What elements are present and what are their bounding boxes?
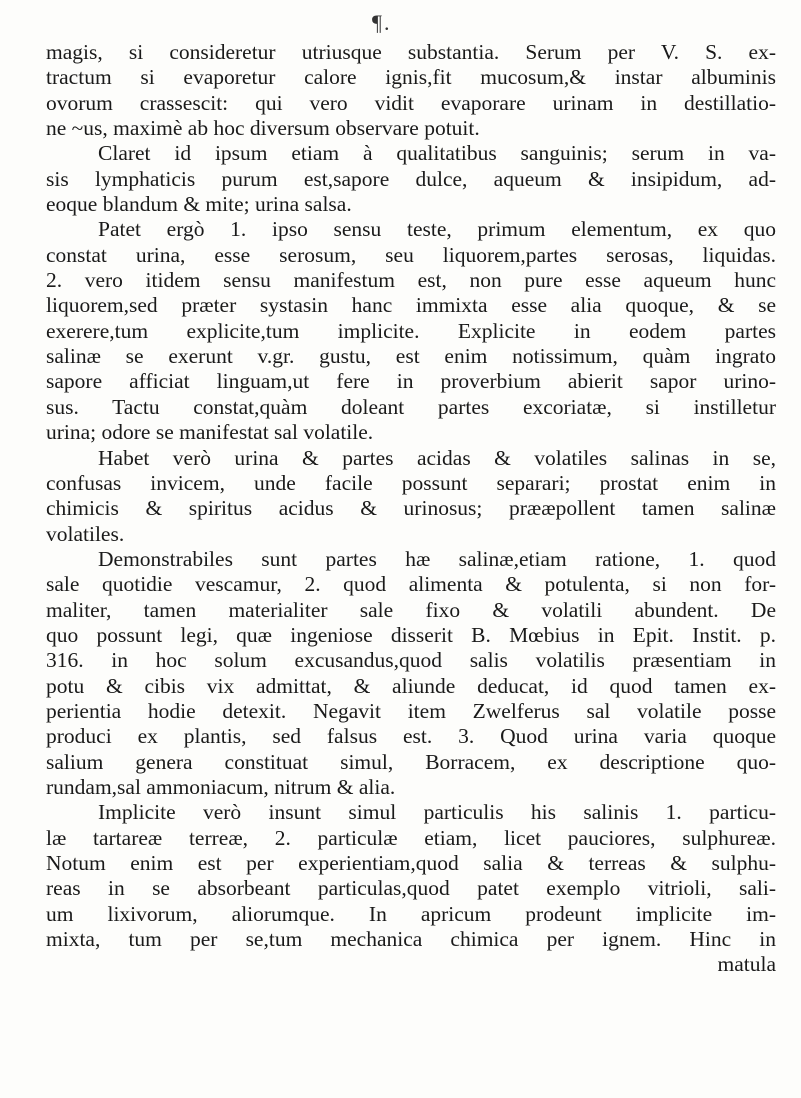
text-line: sapore afficiat linguam,ut fere in proverbium abierit sapor urino-	[46, 369, 776, 394]
text-line: Demonstrabiles sunt partes hæ salinæ,etiam ratione, 1. quod	[98, 546, 776, 571]
body-text	[46, 40, 776, 978]
text-line: mixta, tum per se,tum mechanica chimica per ignem. Hinc in	[46, 927, 776, 952]
text-line: urina; odore se manifestat sal volatile.	[46, 420, 374, 445]
text-line: 2. vero itidem sensu manifestum est, non pure esse aqueum hunc	[46, 268, 776, 293]
text-line: chimicis & spiritus acidus & urinosus; prææpollent tamen salinæ	[46, 496, 776, 521]
catchword: matula	[717, 952, 776, 977]
text-line: tractum si evaporetur calore ignis,fit mucosum,& instar albuminis	[46, 65, 776, 90]
text-line: salinæ se exerunt v.gr. gustu, est enim notissimum, quàm ingrato	[46, 344, 776, 369]
text-line: eoque blandum & mite; urina salsa.	[46, 192, 352, 217]
text-line: reas in se absorbeant particulas,quod patet exemplo vitrioli, sali-	[46, 876, 776, 901]
text-line: Notum enim est per experientiam,quod salia & terreas & sulphu-	[46, 851, 776, 875]
text-line: potu & cibis vix admittat, & aliunde deducat, id quod tamen ex-	[46, 673, 776, 698]
text-line: rundam,sal ammoniacum, nitrum & alia.	[46, 774, 396, 799]
text-line: salium genera constituat simul, Borracem, ex descriptione quo-	[46, 749, 776, 774]
text-line: um lixivorum, aliorumque. In apricum prodeunt implicite im-	[46, 901, 776, 926]
text-line: produci ex plantis, sed falsus est. 3. Quod urina varia quoque	[46, 724, 776, 749]
text-line: Habet verò urina & partes acidas & volatiles salinas in se,	[98, 445, 776, 470]
page-mark: ¶.	[372, 10, 392, 35]
text-line: sale quotidie vescamur, 2. quod alimenta & potulenta, si non for-	[46, 572, 776, 597]
text-line: 316. in hoc solum excusandus,quod salis volatilis præsentiam in	[46, 648, 776, 673]
text-line: læ tartareæ terreæ, 2. particulæ etiam, licet pauciores, sulphureæ.	[46, 825, 776, 850]
text-line: perientia hodie detexit. Negavit item Zwelferus sal volatile posse	[46, 698, 776, 723]
text-line: sus. Tactu constat,quàm doleant partes excoriatæ, si instilletur	[46, 394, 776, 419]
text-line: maliter, tamen materialiter sale fixo & volatili abundent. De	[46, 597, 776, 622]
text-line: Patet ergò 1. ipso sensu teste, primum elementum, ex quo	[98, 217, 776, 242]
text-line: Claret id ipsum etiam à qualitatibus sanguinis; serum in va-	[98, 141, 776, 166]
text-line: ne ~us, maximè ab hoc diversum observare potuit.	[46, 116, 480, 141]
text-line: volatiles.	[46, 521, 125, 546]
text-line: constat urina, esse serosum, seu liquorem,partes serosas, liquidas.	[46, 242, 776, 267]
text-line: Implicite verò insunt simul particulis his salinis 1. particu-	[98, 800, 776, 825]
text-line: magis, si consideretur utriusque substantia. Serum per V. S. ex-	[46, 40, 776, 64]
text-line: confusas invicem, unde facile possunt separari; prostat enim in	[46, 470, 776, 495]
text-line: sis lymphaticis purum est,sapore dulce, aqueum & insipidum, ad-	[46, 166, 776, 191]
text-line: quo possunt legi, quæ ingeniose disserit B. Mœbius in Epit. Instit. p.	[46, 622, 776, 647]
text-line: exerere,tum explicite,tum implicite. Explicite in eodem partes	[46, 318, 776, 343]
text-line: ovorum crassescit: qui vero vidit evaporare urinam in destillatio-	[46, 90, 776, 115]
text-line: liquorem,sed præter systasin hanc immixta esse alia quoque, & se	[46, 293, 776, 318]
